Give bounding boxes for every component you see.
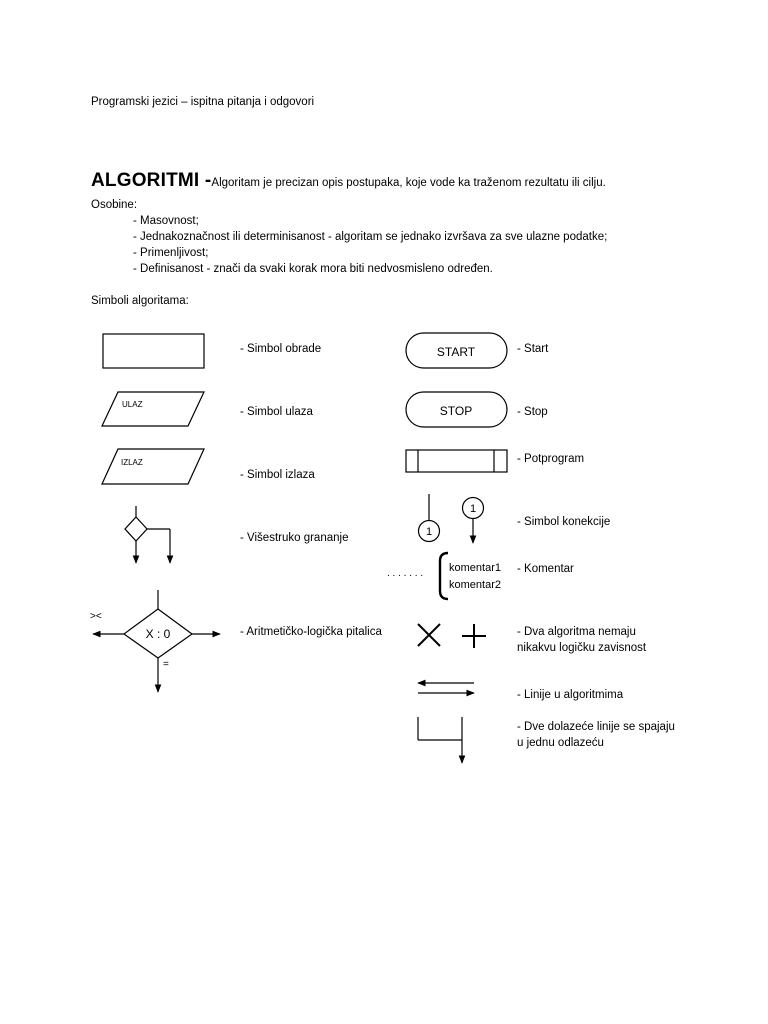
label-stop: - Stop xyxy=(517,406,548,418)
label-grananje: - Višestruko grananje xyxy=(240,532,349,544)
section-description: Algoritam je precizan opis postupaka, koje vode ka traženom rezultatu ili cilju. xyxy=(211,177,606,189)
ulaz-text: ULAZ xyxy=(122,400,143,409)
property-item: - Primenljivost; xyxy=(133,247,209,259)
comment-dots: . . . . . . . xyxy=(387,568,424,579)
comment-text-1: komentar1 xyxy=(449,562,501,574)
label-ulaza: - Simbol ulaza xyxy=(240,406,313,418)
connector-label: 1 xyxy=(425,526,433,538)
property-item: - Masovnost; xyxy=(133,215,199,227)
multi-branch-symbol xyxy=(125,506,170,563)
stop-text: STOP xyxy=(439,404,473,418)
decision-text: X : 0 xyxy=(145,627,171,641)
comment-bracket xyxy=(440,553,448,599)
eq-text: = xyxy=(163,659,169,670)
comment-text-2: komentar2 xyxy=(449,579,501,591)
start-text: START xyxy=(436,345,476,359)
label-konekcija: - Simbol konekcije xyxy=(517,516,611,528)
label-nezavisnost-2: nikakvu logičku zavisnost xyxy=(517,642,647,654)
arithmetic-logic-decision-symbol xyxy=(93,590,220,692)
page-header: Programski jezici – ispitna pitanja i odgovori xyxy=(91,96,315,108)
merge-lines-symbol xyxy=(418,717,462,763)
gtlt-text: >< xyxy=(90,611,102,622)
label-nezavisnost-1: - Dva algoritma nemaju xyxy=(517,626,636,638)
izlaz-text: IZLAZ xyxy=(121,458,143,467)
label-spajanje-1: - Dve dolazeće linije se spajaju xyxy=(517,721,675,733)
label-spajanje-2: u jednu odlazeću xyxy=(517,737,604,749)
property-item: - Definisanost - znači da svaki korak mora biti nedvosmisleno određen. xyxy=(133,263,493,275)
label-potprogram: - Potprogram xyxy=(517,453,585,465)
connector-label: 1 xyxy=(469,503,477,515)
label-start: - Start xyxy=(517,343,549,355)
section-title: ALGORITMI - xyxy=(91,170,212,191)
algorithm-lines-symbol xyxy=(418,683,474,693)
subroutine-symbol xyxy=(406,450,507,472)
properties-label: Osobine: xyxy=(91,199,138,211)
process-symbol xyxy=(103,334,204,368)
label-pitalica: - Aritmetičko-logička pitalica xyxy=(240,626,382,638)
label-izlaza: - Simbol izlaza xyxy=(240,469,315,481)
symbols-label: Simboli algoritama: xyxy=(91,295,189,307)
label-obrada: - Simbol obrade xyxy=(240,343,322,355)
independent-algorithms-symbol xyxy=(418,624,486,648)
property-item: - Jednakoznačnost ili determinisanost - algoritam se jednako izvršava za sve ulazne podatke; xyxy=(133,231,608,243)
input-symbol xyxy=(102,392,204,426)
label-komentar: - Komentar xyxy=(517,563,574,575)
label-linije: - Linije u algoritmima xyxy=(517,689,624,701)
output-symbol xyxy=(102,449,204,484)
